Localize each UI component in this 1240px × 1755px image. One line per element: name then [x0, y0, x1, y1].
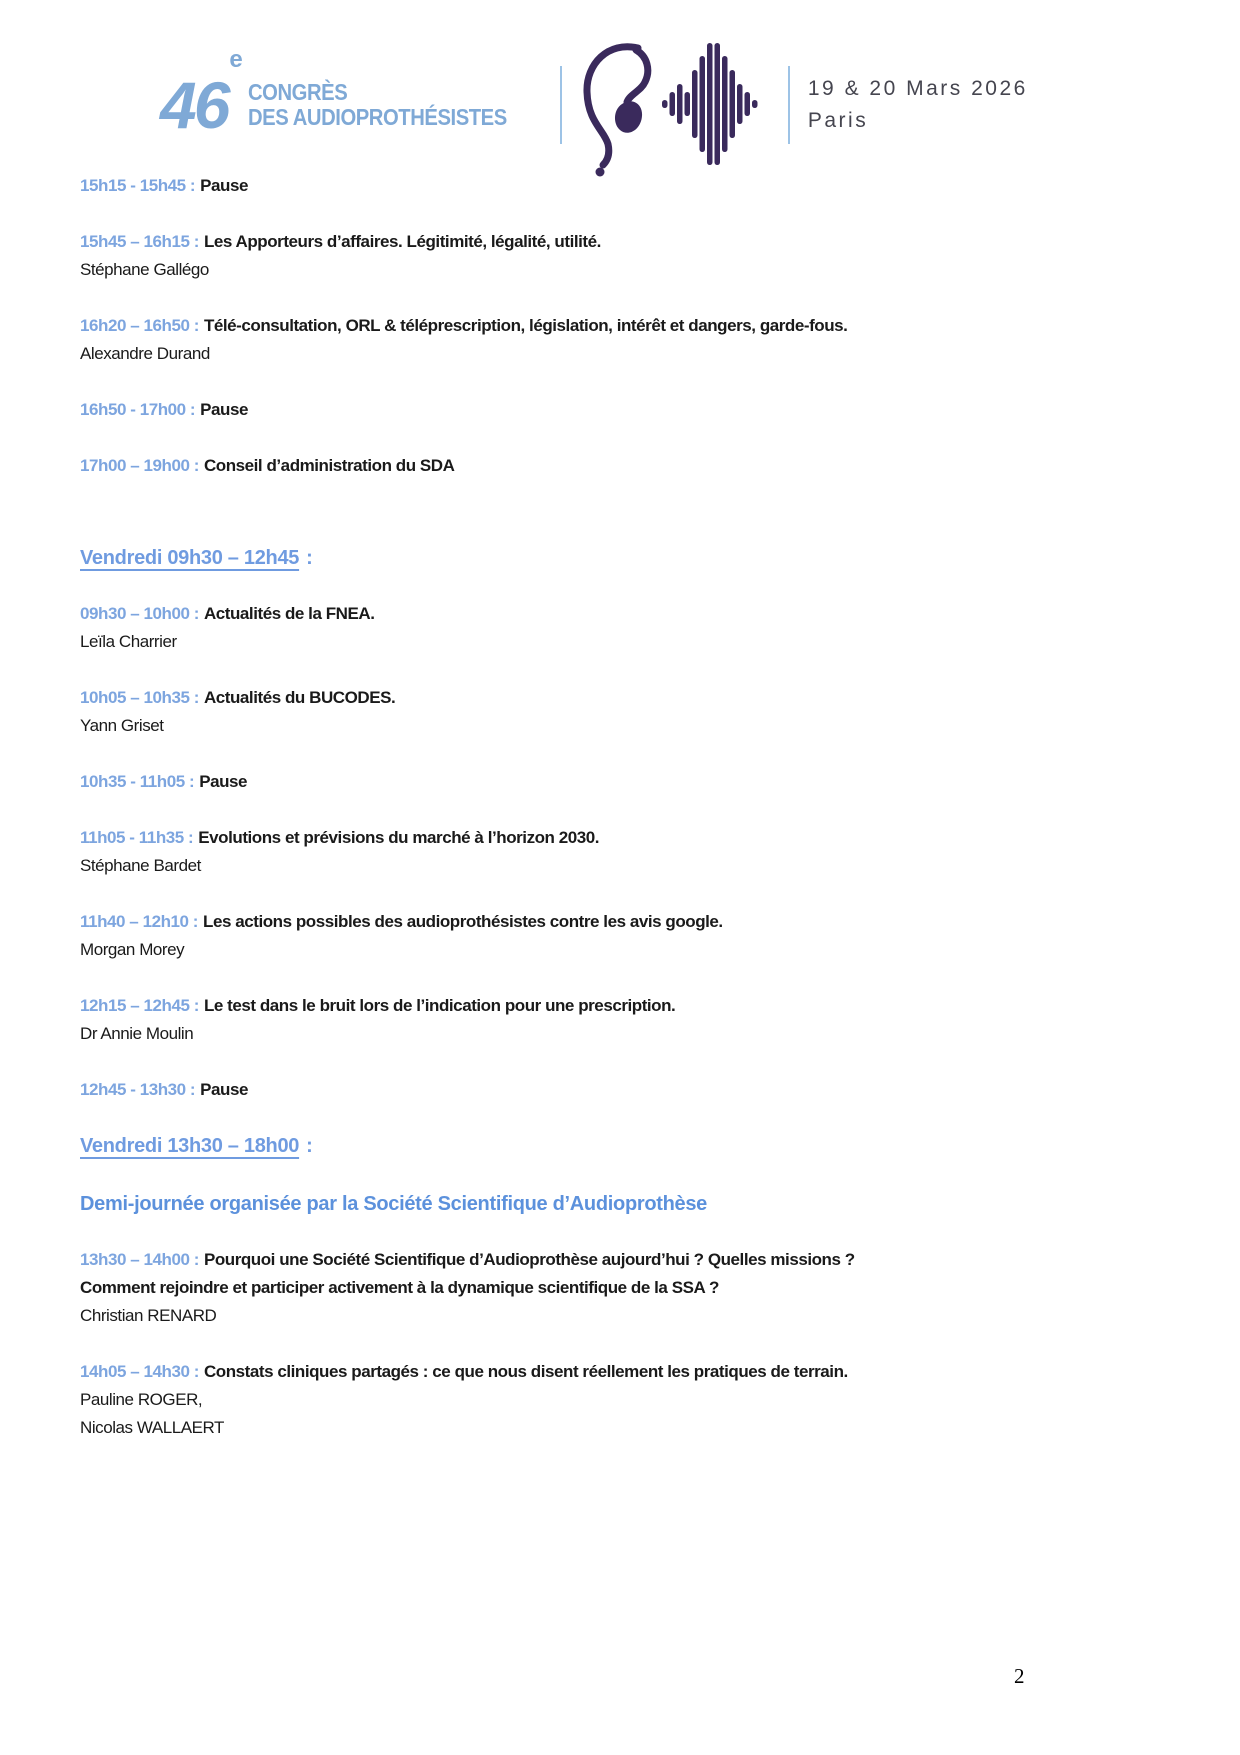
schedule-entry: [80, 172, 1015, 200]
entry-speaker: Stéphane Gallégo: [80, 260, 209, 279]
entry-speaker: Alexandre Durand: [80, 344, 210, 363]
entry-time: 15h45 – 16h15 :: [80, 232, 199, 251]
session-subheading: Demi-journée organisée par la Société Scientifique d’Audioprothèse: [80, 1193, 708, 1215]
schedule-entry: [80, 684, 1015, 740]
entry-time: 16h50 - 17h00 :: [80, 400, 196, 419]
day-heading-text: Vendredi 13h30 – 18h00: [80, 1135, 300, 1157]
schedule-entry: [80, 992, 1015, 1048]
entry-title: Télé-consultation, ORL & téléprescription, législation, intérêt et dangers, garde-fous.: [203, 316, 848, 335]
ear-soundwave-icon: [580, 39, 770, 177]
schedule-entry: [80, 1076, 1015, 1104]
entry-time: 17h00 – 19h00 :: [80, 456, 199, 475]
logo-title: [248, 80, 507, 130]
day-heading-vendredi-matin: [80, 544, 1015, 572]
logo-title-line1: CONGRÈS: [247, 78, 348, 105]
entry-time: 10h05 – 10h35 :: [80, 688, 199, 707]
entry-title: Evolutions et prévisions du marché à l’horizon 2030.: [198, 828, 600, 847]
entry-title: Constats cliniques partagés : ce que nous disent réellement les pratiques de terrain.: [203, 1362, 848, 1381]
entry-speaker: Leïla Charrier: [80, 632, 177, 651]
schedule-entry: [80, 312, 1015, 368]
entry-time: 11h40 – 12h10 :: [80, 912, 199, 931]
entry-time: 12h15 – 12h45 :: [80, 996, 199, 1015]
entry-time: 16h20 – 16h50 :: [80, 316, 199, 335]
program-schedule: [80, 172, 1015, 1470]
schedule-entry: [80, 600, 1015, 656]
entry-title: Actualités du BUCODES.: [203, 688, 396, 707]
entry-title: Pause: [200, 1080, 248, 1099]
event-city: Paris: [807, 108, 869, 132]
entry-speaker: Dr Annie Moulin: [80, 1024, 194, 1043]
entry-speaker: Nicolas WALLAERT: [80, 1418, 224, 1437]
logo-number-text: 46: [160, 67, 228, 142]
day-heading-vendredi-apresmidi: [80, 1132, 1015, 1160]
day-heading-colon: :: [306, 1135, 313, 1157]
entry-time: 14h05 – 14h30 :: [80, 1362, 199, 1381]
entry-speaker: Morgan Morey: [80, 940, 185, 959]
entry-time: 09h30 – 10h00 :: [80, 604, 199, 623]
entry-speaker: Christian RENARD: [80, 1306, 217, 1325]
event-info: [808, 73, 1028, 137]
schedule-entry: [80, 396, 1015, 424]
event-dates: 19 & 20 Mars 2026: [807, 76, 1028, 100]
entry-speaker: Pauline ROGER,: [80, 1390, 203, 1409]
page-number: 2: [1014, 1664, 1025, 1688]
entry-title: Les Apporteurs d’affaires. Légitimité, légalité, utilité.: [203, 232, 601, 251]
entry-title: Actualités de la FNEA.: [203, 604, 375, 623]
congress-header: [160, 42, 1028, 167]
entry-time: 13h30 – 14h00 :: [80, 1250, 199, 1269]
schedule-entry: [80, 824, 1015, 880]
entry-speaker: Stéphane Bardet: [80, 856, 201, 875]
schedule-entry: [80, 1246, 1015, 1330]
entry-time: 12h45 - 13h30 :: [80, 1080, 196, 1099]
entry-time: 15h15 - 15h45 :: [80, 176, 196, 195]
schedule-entry: [80, 228, 1015, 284]
entry-title: Le test dans le bruit lors de l’indication pour une prescription.: [203, 996, 676, 1015]
congress-logo: [160, 45, 542, 142]
schedule-entry: [80, 768, 1015, 796]
entry-title: Pause: [199, 772, 248, 791]
entry-title: Les actions possibles des audioprothésistes contre les avis google.: [203, 912, 723, 931]
logo-title-line2: DES AUDIOPROTHÉSISTES: [247, 103, 507, 130]
entry-speaker: Yann Griset: [80, 716, 164, 735]
header-divider-right: [788, 66, 790, 144]
header-divider-left: [560, 66, 562, 144]
logo-number: [160, 45, 240, 142]
entry-title: Pause: [200, 176, 248, 195]
schedule-entry: [80, 908, 1015, 964]
logo-exponent: e: [229, 45, 240, 73]
day-heading-colon: :: [306, 547, 313, 569]
day-heading-text: Vendredi 09h30 – 12h45: [80, 547, 300, 569]
schedule-entry: [80, 1358, 1015, 1442]
entry-title: Pause: [200, 400, 248, 419]
entry-title: Pourquoi une Société Scientifique d’Audioprothèse aujourd’hui ? Quelles missions ?: [203, 1250, 855, 1269]
entry-time: 10h35 - 11h05 :: [80, 772, 195, 791]
entry-time: 11h05 - 11h35 :: [80, 828, 194, 847]
schedule-entry: [80, 452, 1015, 480]
entry-title: Conseil d’administration du SDA: [203, 456, 455, 475]
entry-title-line2: Comment rejoindre et participer activement à la dynamique scientifique de la SSA ?: [80, 1278, 719, 1297]
